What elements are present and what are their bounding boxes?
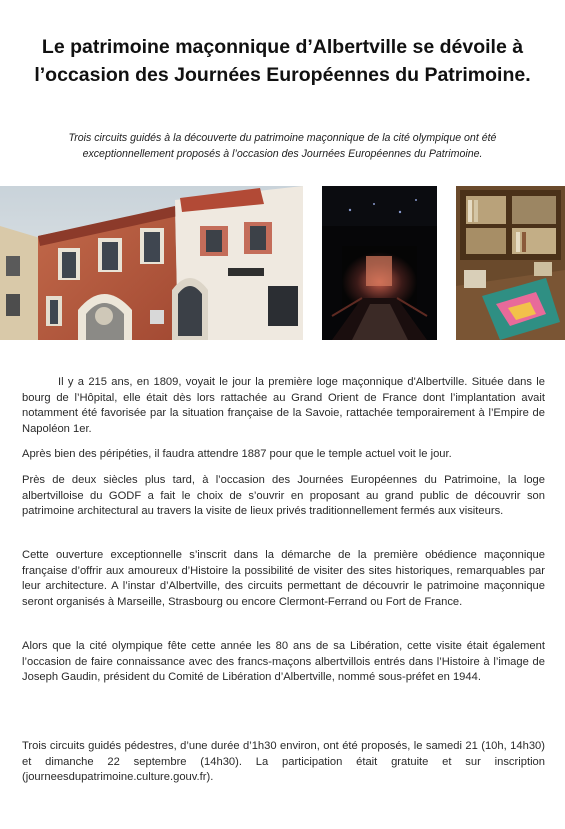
article-paragraph: Cette ouverture exceptionnelle s’inscrit dans la démarche de la première obédience maçonnique française d’offrir aux amoureux d’Histoire la possibilité de visiter des sites historiques, remarquables par leur architecture. A l’instar d’Albertville, des circuits permettant de découvrir le patrimoine maçonnique seront organisés à Marseille, Strasbourg ou encore Clermont-Ferrand ou Fort de France.: [22, 549, 545, 608]
article-paragraph: Trois circuits guidés pédestres, d’une durée d’1h30 environ, ont été proposés, le samedi 21 (10h, 14h30) et dimanche 22 septembre (14h30). La participation était gratuite et sur inscription (journeesdupatrimoine.culture.gouv.fr).: [22, 740, 545, 783]
article-paragraph: Il y a 215 ans, en 1809, voyait le jour la première loge maçonnique d'Albertville. Située dans le bourg de l’Hôpital, elle était dès lors rattachée au Grand Orient de France dont l’implantation avait notamment été favorisée par la situation française de la Savoie, rattachée temporairement à l’Empire de Napoléon 1er.: [22, 376, 545, 435]
building-facade-photo: [0, 186, 303, 340]
article-paragraph: Près de deux siècles plus tard, à l’occasion des Journées Européennes du Patrimoine, la loge albertvilloise du GODF a fait le choix de s’ouvrir en proposant au grand public de découvrir son patrimoine architectural au travers la visite de lieux privés traditionnellement fermés aux visiteurs.: [22, 474, 545, 517]
article-paragraph: Alors que la cité olympique fête cette année les 80 ans de sa Libération, cette visite était également l’occasion de faire connaissance avec des francs-maçons albertvillois entrés dans l’Histoire à l’image de Joseph Gaudin, président du Comité de Libération d’Albertville, nommé sous-préfet en 1944.: [22, 640, 545, 683]
article-title: Le patrimoine maçonnique d’Albertville se dévoile à l’occasion des Journées Européennes du Patrimoine.: [34, 36, 531, 86]
temple-interior-photo: [322, 186, 437, 340]
library-table-photo: [456, 186, 565, 340]
article-subtitle: Trois circuits guidés à la découverte du patrimoine maçonnique de la cité olympique ont été exceptionnellement proposés à l’occasion des Journées Européennes du Patrimoine.: [68, 132, 497, 160]
article-paragraph: Après bien des péripéties, il faudra attendre 1887 pour que le temple actuel voit le jour.: [22, 448, 452, 460]
